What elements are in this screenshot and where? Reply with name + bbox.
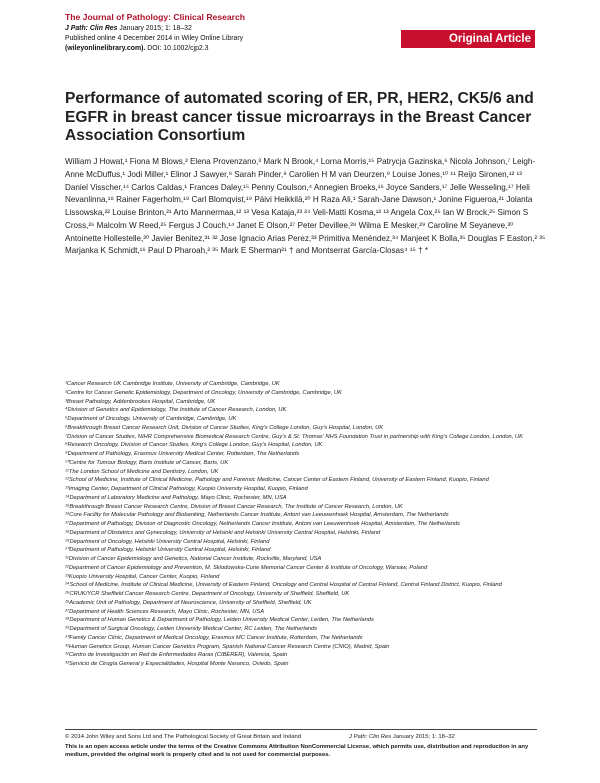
affiliation-list bbox=[65, 380, 547, 669]
affiliation-item: ¹Cancer Research UK Cambridge Institute, University of Cambridge, Cambridge, UK bbox=[65, 381, 280, 387]
footer-citation-details: January 2015; 1: 18–32 bbox=[391, 734, 455, 740]
footer-citation-journal: J Path: Clin Res bbox=[349, 734, 392, 740]
site-link[interactable]: (wileyonlinelibrary.com). bbox=[65, 45, 146, 52]
affiliation-item: ⁶Breakthrough Breast Cancer Research Unit, Division of Cancer Studies, King's College London, Guy's Hospital, London, UK bbox=[65, 424, 384, 431]
affiliation-item: ³²Centro de Investigación en Red de Enfermedades Raras (CIBERER), Valencia, Spain bbox=[65, 652, 288, 659]
affiliation-item: ¹⁶Core Facility for Molecular Pathology and Biobanking, Netherlands Cancer Institute, Antoni van Leeuwenhoek Hospital, Amsterdam, The Netherlands bbox=[65, 512, 449, 519]
affiliation-item: ²⁶Academic Unit of Pathology, Department of Neuroscience, University of Sheffield, Sheffield, UK bbox=[65, 599, 312, 606]
affiliation-item: ¹⁴Department of Laboratory Medicine and Pathology, Mayo Clinic, Rochester, MN, USA bbox=[65, 494, 287, 501]
citation-journal: J Path: Clin Res bbox=[65, 25, 118, 32]
affiliation-item: ²⁴School of Medicine, Institute of Clinical Medicine, University of Eastern Finland, Oncology and Central Hospital of Central Finland, Central Finland District, Kuopio, Finland bbox=[65, 582, 502, 589]
footer-divider bbox=[65, 729, 537, 730]
citation-line bbox=[65, 25, 192, 32]
affiliation-item: ²⁰Department of Pathology, Helsinki University Central Hospital, Helsinki, Finland bbox=[65, 547, 271, 554]
license-notice: This is an open access article under the terms of the Creative Commons Attribution NonCommercial License, which permits use, distribution and reproduction in any medium, provided the original work is properly cited and is not used for commercial purposes. bbox=[65, 744, 529, 759]
affiliation-item: ³¹Human Genetics Group, Human Cancer Genetics Program, Spanish National Cancer Research Centre (CNIO), Madrid, Spain bbox=[65, 643, 390, 650]
citation-details: January 2015; 1: 18–32 bbox=[117, 25, 192, 32]
affiliation-item: ³⁰Family Cancer Clinic, Department of Medical Oncology, Erasmus MC Cancer Institute, Rotterdam, The Netherlands bbox=[65, 634, 363, 641]
affiliation-item: ⁷Division of Cancer Studies, NIHR Comprehensive Biomedical Research Centre, Guy's & St. Thomas' NHS Foundation Trust in partnership with King's College London, London, UK bbox=[65, 433, 523, 440]
affiliation-item: ³Breast Pathology, Addenbrookes Hospital, Cambridge, UK bbox=[65, 398, 216, 405]
published-line: Published online 4 December 2014 in Wiley Online Library bbox=[65, 35, 244, 42]
affiliation-item: ²⁵CRUK/YCR Sheffield Cancer Research Centre, Department of Oncology, University of Sheffield, Sheffield, UK bbox=[65, 591, 350, 597]
affiliation-item: ²³Kuopio University Hospital, Cancer Center, Kuopio, Finland bbox=[65, 573, 220, 580]
affiliation-item: ⁸Research Oncology, Division of Cancer Studies, King's College London, Guy's Hospital, London, UK bbox=[65, 442, 323, 449]
affiliation-item: ¹⁹Department of Oncology, Helsinki University Central Hospital, Helsinki, Finland bbox=[65, 538, 270, 545]
footer-citation bbox=[349, 734, 455, 740]
affiliation-item: ⁹Department of Pathology, Erasmus University Medical Center, Rotterdam, The Netherlands bbox=[65, 451, 300, 457]
copyright-notice: © 2014 John Wiley and Sons Ltd and The Pathological Society of Great Britain and Ireland bbox=[65, 734, 302, 740]
affiliation-item: ¹³Imaging Center, Department of Clinical Pathology, Kuopio University Hospital, Kuopio, Finland bbox=[65, 486, 308, 492]
affiliation-item: ¹⁵Breakthrough Breast Cancer Research Centre, Division of Breast Cancer Research, The Institute of Cancer Research, London, UK bbox=[65, 503, 403, 510]
affiliation-item: ²⁹Department of Surgical Oncology, Leiden University Medical Center, RC Leiden, The Netherlands bbox=[65, 626, 318, 632]
affiliation-item: ²⁸Department of Human Genetics & Department of Pathology, Leiden University Medical Center, Leiden, The Netherlands bbox=[65, 617, 374, 624]
affiliation-item: ¹⁰Centre for Tumour Biology, Barts Institute of Cancer, Barts, UK bbox=[65, 459, 229, 466]
affiliation-item: ⁴Division of Genetics and Epidemiology, The Institute of Cancer Research, London, UK bbox=[65, 407, 287, 414]
journal-name: The Journal of Pathology: Clinical Research bbox=[65, 12, 246, 22]
doi-line bbox=[65, 45, 209, 52]
article-type-badge: Original Article bbox=[401, 30, 535, 48]
affiliation-item: ¹⁸Department of Obstetrics and Gynecology, University of Helsinki and Helsinki University Central Hospital, Helsinki, Finland bbox=[65, 529, 381, 536]
affiliation-item: ²¹Division of Cancer Epidemiology and Genetics, National Cancer Institute, Rockville, Maryland, USA bbox=[65, 556, 322, 562]
affiliation-item: ³³Servicio de Cirugía General y Especialidades, Hospital Monte Naranco, Oviedo, Spain bbox=[65, 661, 289, 667]
affiliation-item: ¹²School of Medicine, Institute of Clinical Medicine, Pathology and Forensic Medicine, Cancer Center of Eastern Finland, University of Eastern Finland, Kuopio, Finland bbox=[65, 477, 489, 484]
affiliation-item: ²²Department of Cancer Epidemiology and Prevention, M. Sklodowska-Curie Memorial Cancer Center & Institute of Oncology, Warsaw, Poland bbox=[65, 564, 428, 571]
affiliation-item: ²⁷Department of Health Sciences Research, Mayo Clinic, Rochester, MN, USA bbox=[65, 608, 265, 615]
affiliation-item: ¹⁷Department of Pathology, Division of Diagnostic Oncology, Netherlands Cancer Institute, Antoni van Leeuwenhoek Hospital, Amsterdam, The Netherlands bbox=[65, 521, 460, 527]
article-title: Performance of automated scoring of ER, PR, HER2, CK5/6 and EGFR in breast cancer tissue microarrays in the Breast Cancer Association Consortium bbox=[65, 90, 534, 144]
author-list: William J Howat,¹ Fiona M Blows,² Elena Provenzano,³ Mark N Brook,⁴ Lorna Morris,¹⁵ Patrycja Gazinska,⁶ Nicola Johnson,⁷ Leigh-Anne McDuffus,¹ Jodi Miller,¹ Elinor J Sawyer,⁸ Sarah Pinder,⁸ Carolien H M van Deurzen,⁹ Louise Jones,¹⁰ ¹¹ Reijo Sironen,¹² ¹³ Daniel Visscher,¹⁴ Carlos Caldas,¹ Frances Daley,¹⁵ Penny Coulson,⁴ Annegien Broeks,¹⁶ Joyce Sanders,¹⁷ Jelle Wesseling,¹⁷ Heli Nevanlinna,¹⁸ Rainer Fagerholm,¹⁸ Carl Blomqvist,¹⁹ Päivi Heikkilä,²⁰ H Raza Ali,¹ Sarah-Jane Dawson,¹ Jonine Figueroa,²¹ Jolanta Lissowska,²² Louise Brinton,²¹ Arto Mannermaa,¹² ¹³ Vesa Kataja,²³ ²⁴ Veli-Matti Kosma,¹² ¹³ Angela Cox,²⁵ Ian W Brock,²⁵ Simon S Cross,²⁶ Malcolm W Reed,²⁵ Fergus J Couch,¹⁴ Janet E Olson,²⁷ Peter Devillee,²⁸ Wilma E Mesker,²⁹ Caroline M Seyaneve,³⁰ Antoinette Hollestelle,³⁰ Javier Benitez,³¹ ³² Jose Ignacio Arias Perez,³³ Primitiva Menéndez,³⁴ Manjeet K Bolla,³⁵ Douglas F Easton,² ³⁵ Marjanka K Schmidt,¹⁶ Paul D Pharoah,² ³⁵ Mark E Sherman²¹ † and Montserrat García-Closas⁴ ¹⁵ † * bbox=[65, 157, 546, 256]
affiliation-item: ²Centre for Cancer Genetic Epidemiology, Department of Oncology, University of Cambridge, Cambridge, UK bbox=[65, 389, 342, 396]
doi[interactable]: DOI: 10.1002/cjp2.3 bbox=[145, 45, 209, 52]
affiliation-item: ¹¹The London School of Medicine and Dentistry, London, UK bbox=[65, 468, 219, 475]
affiliation-item: ⁵Department of Oncology, University of Cambridge, Cambridge, UK bbox=[65, 416, 237, 422]
